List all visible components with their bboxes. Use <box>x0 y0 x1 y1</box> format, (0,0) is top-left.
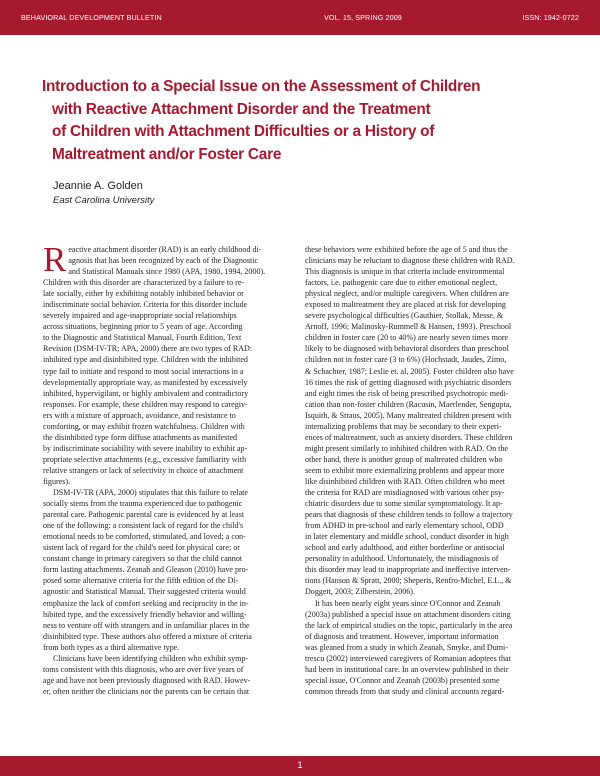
journal-name: BEHAVIORAL DEVELOPMENT BULLETIN <box>21 13 162 22</box>
text-line: these behaviors were exhibited before the age of 5 and thus the <box>305 245 508 254</box>
text-line: cation than non-foster children (Racusin, Maerlender, Sengupta, <box>305 399 512 409</box>
text-line: toms consistent with this diagnosis, who are over five years of <box>43 664 244 674</box>
text-line: 16 times the risk of getting diagnosed with psychiatric disorders <box>305 377 512 387</box>
text-line: this disorder may lead to inappropriate and ineffective interven- <box>305 565 511 575</box>
text-line: developmentally appropriate way, as manifested by excessively <box>43 377 248 387</box>
text-line: and eight times the risk of being prescribed psychotropic medi- <box>305 388 509 398</box>
text-line: eactive attachment disorder (RAD) is an early childhood di- <box>68 245 262 254</box>
footer-bar <box>0 756 600 776</box>
text-line: Children with this disorder are characterized by a failure to re- <box>43 278 245 288</box>
text-line: posed some alternative criteria for the fifth edition of the Di- <box>43 576 239 586</box>
article-title <box>42 76 562 166</box>
text-line: special issue, O'Connor and Zeanah (2003b) presented some <box>305 675 500 685</box>
text-line: propriate selective attachments (e.g., excessive familiarity with <box>43 454 247 464</box>
text-line: figures). <box>43 476 71 486</box>
text-line: emotional needs to be comforted, stimulated, and loved; a con- <box>43 532 246 542</box>
text-line: inhibited, hypervigilant, or highly ambivalent and contradictory <box>43 388 249 398</box>
body-column-right <box>305 244 560 697</box>
text-line: seem to exhibit more externalizing problems and appear more <box>305 465 505 475</box>
title-line: Maltreatment and/or Foster Care <box>52 145 282 163</box>
text-line: DSM-IV-TR (APA, 2000) stipulates that this failure to relate <box>53 488 248 498</box>
text-line: one of the following: a consistent lack of regard for the child's <box>43 521 244 531</box>
volume-info: VOL. 15, SPRING 2009 <box>324 13 402 22</box>
text-line: Doggett, 2003; Zilberstein, 2006). <box>305 587 415 597</box>
text-line: relative strangers or lack of selectivity in choice of attachment <box>43 465 244 475</box>
text-line: physical neglect, and/or multiple caregivers. When children are <box>305 289 509 299</box>
text-line: the criteria for RAD are misdiagnosed with various other psy- <box>305 488 505 498</box>
text-line: tions (Hanson & Spratt, 2000; Sheperis, Renfro-Michel, E.L., & <box>305 576 512 586</box>
page-number: 1 <box>297 760 303 770</box>
text-line: was gleaned from a study in which Zeanah, Smyke, and Dumi- <box>305 642 508 652</box>
text-line: agnosis that has been recognized by each of the Diagnostic <box>68 256 259 266</box>
text-line: It has been nearly eight years since O'Connor and Zeanah <box>315 598 501 608</box>
text-line: trescu (2002) interviewed caregivers of Romanian adoptees that <box>305 653 511 663</box>
text-line: school and early adulthood, and either borderline or antisocial <box>305 543 505 553</box>
text-line: form lasting attachments. Zeanah and Gleason (2010) have pro- <box>43 565 249 575</box>
text-line: from ADHD in pre-school and early elementary school, ODD <box>305 521 504 531</box>
text-line: late socially, either by exhibiting notably inhibited behavior or <box>43 289 244 299</box>
text-line: to the Diagnostic and Statistical Manual, Fourth Edition, Text <box>43 333 242 343</box>
text-line: factors, i.e. pathogenic care due to either emotional neglect, <box>305 278 498 288</box>
text-line: like disinhibited children with RAD. Often children who meet <box>305 476 506 486</box>
text-line: other hand, there is another group of maltreated children who <box>305 454 503 464</box>
text-line: clinicians may be reluctant to diagnose these children with RAD. <box>305 256 515 266</box>
text-line: Clinicians have been identifying children who exhibit symp- <box>53 653 249 663</box>
drop-cap: R <box>43 240 67 279</box>
author-name: Jeannie A. Golden <box>53 180 143 192</box>
title-line: Introduction to a Special Issue on the Assessment of Children <box>42 78 481 95</box>
text-line: ness to venture off with strangers and in unfamiliar places in the <box>43 620 250 630</box>
text-line: pears that diagnosis of these children tends to follow a trajectory <box>305 510 513 520</box>
text-line: severe psychological difficulties (Gauthier, Stollak, Messe, & <box>305 311 504 321</box>
text-line: of diagnosis and treatment. However, important information <box>305 631 499 641</box>
text-line: and Statistical Manuals since 1980 (APA, 1980, 1994, 2000). <box>68 267 266 277</box>
text-line: had been in institutional care. In an overview published in their <box>305 664 509 674</box>
journal-header-bar <box>0 0 600 35</box>
text-line: ers with a mixture of approach, avoidance, and resistance to <box>43 410 236 420</box>
text-line: agnostic and Statistical Manual. Their suggested criteria would <box>43 587 246 597</box>
text-line: internalizing problems that may be secondary to their experi- <box>305 421 502 431</box>
text-line: age and have not been previously diagnosed with RAD. Howev- <box>43 675 251 685</box>
text-line: Revision (DSM-IV-TR; APA, 2000) there are two types of RAD: <box>43 344 253 354</box>
text-line: type fail to initiate and respond to most social interactions in a <box>43 366 244 376</box>
text-line: children in foster care (20 to 40%) are nearly seven times more <box>305 333 509 343</box>
text-line: from both types as a third alternative type. <box>43 642 180 652</box>
text-line: children not in foster care (3 to 6%) (Hochstadt, Jaudes, Zimo, <box>305 355 507 365</box>
text-line: emphasize the lack of comfort seeking and reciprocity in the in- <box>43 598 249 608</box>
text-line: personality in adulthood. Unfortunately, the misdiagnosis of <box>305 554 499 564</box>
text-line: constant change in primary caregivers so that the child cannot <box>43 554 243 564</box>
text-line: chiatric disorders due to some similar symptomatology. It ap- <box>305 499 503 509</box>
text-line: sistent lack of regard for the child's need for physical care; or <box>43 543 240 553</box>
author-affiliation: East Carolina University <box>53 195 155 206</box>
text-line: exposed to maltreatment they are placed at risk for developing <box>305 300 506 310</box>
text-line: Isquith, & Straus, 2005). Many maltreated children present with <box>305 410 512 420</box>
text-line: ences of maltreatment, such as anxiety disorders. These children <box>305 432 513 442</box>
text-line: er, often neither the clinicians nor the parents can be certain that <box>43 686 250 696</box>
text-line: indiscriminate social behavior. Criteria for this disorder include <box>43 300 248 310</box>
text-line: in later elementary and middle school, conduct disorder in high <box>305 532 509 542</box>
text-line: responses. For example, these children may respond to caregiv- <box>43 399 248 409</box>
text-line: the disinhibited type form diffuse attachments as manifested <box>43 432 238 442</box>
text-line: inhibited type and disinhibited type. Children with the inhibited <box>43 355 248 365</box>
text-line: & Schachter, 1987; Leslie et. al, 2005). Foster children also have <box>305 366 514 376</box>
title-line: with Reactive Attachment Disorder and the Treatment <box>52 100 431 118</box>
body-column-left <box>43 240 298 697</box>
text-line: hibited type, and the excessively friendly behavior and willing- <box>43 609 247 619</box>
text-line: Arnoff, 1996; Malinosky-Rummell & Hansen, 1993). Preschool <box>305 322 512 332</box>
issn: ISSN: 1942-0722 <box>522 13 579 22</box>
text-line: (2003a) published a special issue on attachment disorders citing <box>305 609 511 619</box>
title-line: of Children with Attachment Difficulties or a History of <box>52 123 435 140</box>
text-line: This diagnosis is unique in that criteria include environmental <box>305 267 505 277</box>
text-line: might present similarly to inhibited children with RAD. On the <box>305 443 508 453</box>
text-line: severely impaired and age-inappropriate social relationships <box>43 311 237 321</box>
text-line: likely to be diagnosed with behavioral disorders than preschool <box>305 344 509 354</box>
text-line: socially stems from the trauma experienced due to pathogenic <box>43 499 243 509</box>
text-line: across situations, beginning prior to 5 years of age. According <box>43 322 243 332</box>
text-line: comforting, or may exhibit frozen watchfulness. Children with <box>43 421 245 431</box>
text-line: common threads from that study and clinical accounts regard- <box>305 686 505 696</box>
text-line: by indiscriminate sociability with severe inability to exhibit ap- <box>43 443 248 453</box>
text-line: disinhibited type. These authors also offered a mixture of criteria <box>43 631 252 641</box>
text-line: the lack of empirical studies on the topic, particularly in the area <box>305 620 513 630</box>
text-line: parental care. Pathogenic parental care is evidenced by at least <box>43 510 245 520</box>
